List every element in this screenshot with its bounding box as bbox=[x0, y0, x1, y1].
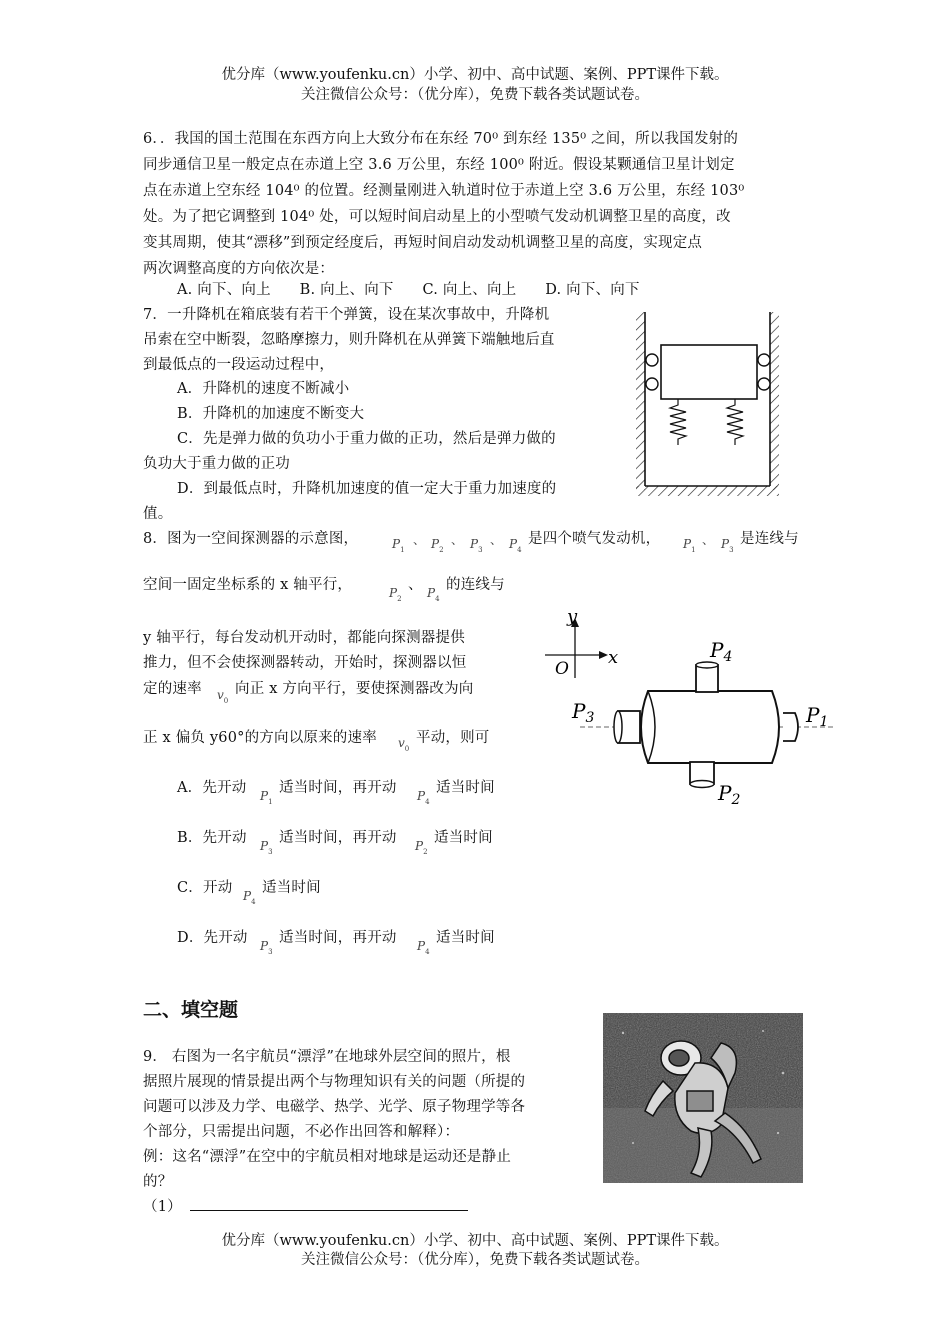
q8-line: 推力，但不会使探测器转动，开始时，探测器以恒 bbox=[143, 655, 467, 671]
label-p1: $P_1$ bbox=[806, 703, 829, 730]
symbol-p3: $P_3$ bbox=[721, 537, 734, 554]
probe-figure bbox=[540, 600, 840, 810]
q8-option-d-mid: 适当时间，再开动 bbox=[279, 930, 397, 946]
label-p4: $P_4$ bbox=[710, 638, 733, 665]
header-line-1: 优分库（www.youfenku.cn）小学、初中、高中试题、案例、PPT课件下载。 bbox=[221, 67, 729, 83]
symbol-p4: $P_4$ bbox=[243, 889, 256, 906]
footer-line-1: 优分库（www.youfenku.cn）小学、初中、高中试题、案例、PPT课件下载。 bbox=[221, 1233, 729, 1249]
q8-line: 的连线与 bbox=[446, 577, 505, 593]
q6-line: 变其周期，使其“漂移”到预定经度后，再短时间启动发动机调整卫星的高度，实现定点 bbox=[143, 235, 703, 251]
axis-x-label: x bbox=[608, 647, 619, 668]
axis-y-label: y bbox=[567, 606, 578, 627]
q7-option-c-cont: 负功大于重力做的正功 bbox=[143, 456, 290, 472]
header-line-2: 关注微信公众号：（优分库），免费下载各类试题试卷。 bbox=[301, 87, 649, 103]
symbol-p4: $P_4$ bbox=[427, 586, 440, 603]
q9-line: 问题可以涉及力学、电磁学、热学、光学、原子物理学等各 bbox=[143, 1099, 526, 1115]
q8-option-b-end: 适当时间 bbox=[434, 830, 493, 846]
q7-option-d-cont: 值。 bbox=[143, 506, 173, 522]
q8-option-b-mid: 适当时间，再开动 bbox=[279, 830, 397, 846]
q8-option-b: B．先开动 bbox=[177, 830, 247, 846]
symbol-p3: $P_3$ bbox=[470, 537, 483, 554]
q8-line: 、 bbox=[408, 577, 423, 593]
symbol-p1: $P_1$ bbox=[260, 789, 273, 806]
q8-line: 向正 x 方向平行，要使探测器改为向 bbox=[235, 681, 474, 697]
label-p3: $P_3$ bbox=[572, 699, 595, 726]
symbol-p1: $P_1$ bbox=[392, 537, 405, 554]
q8-option-a-end: 适当时间 bbox=[436, 780, 495, 796]
symbol-v0: $v_0$ bbox=[398, 736, 410, 753]
q9-line: 的？ bbox=[143, 1174, 173, 1190]
symbol-v0: $v_0$ bbox=[217, 688, 229, 705]
separator: 、 bbox=[451, 533, 464, 547]
separator: 、 bbox=[413, 533, 426, 547]
footer-line-2: 关注微信公众号：（优分库），免费下载各类试题试卷。 bbox=[301, 1252, 649, 1268]
q7-line: 到最低点的一段运动过程中， bbox=[143, 357, 335, 373]
symbol-p4: $P_4$ bbox=[509, 537, 522, 554]
q8-line: 是连线与 bbox=[740, 531, 799, 547]
q9-line: 例：这名“漂浮”在空中的宇航员相对地球是运动还是静止 bbox=[143, 1149, 512, 1165]
q8-line: 8．图为一空间探测器的示意图， bbox=[143, 531, 359, 547]
q8-option-a-mid: 适当时间，再开动 bbox=[279, 780, 397, 796]
separator: 、 bbox=[490, 533, 503, 547]
q8-line: 定的速率 bbox=[143, 681, 202, 697]
q7-option-d: D．到最低点时，升降机加速度的值一定大于重力加速度的 bbox=[177, 481, 557, 497]
q6-line: 同步通信卫星一般定点在赤道上空 3.6 万公里，东经 100⁰ 附近。假设某颗通信卫星计划定 bbox=[143, 157, 735, 173]
q6-line: 6．．我国的国土范围在东西方向上大致分布在东经 70⁰ 到东经 135⁰ 之间，所以我国发射的 bbox=[143, 131, 739, 147]
label-p2: $P_2$ bbox=[718, 781, 741, 808]
symbol-p4: $P_4$ bbox=[417, 939, 430, 956]
q9-line: 个部分，只需提出问题，不必作出回答和解释）： bbox=[143, 1124, 460, 1140]
q8-option-d: D．先开动 bbox=[177, 930, 248, 946]
symbol-p4: $P_4$ bbox=[417, 789, 430, 806]
q6-line: 点在赤道上空东经 104⁰ 的位置。经测量刚进入轨道时位于赤道上空 3.6 万公里，东经 103⁰ bbox=[143, 183, 745, 199]
q7-option-b: B．升降机的加速度不断变大 bbox=[177, 406, 365, 422]
symbol-p2: $P_2$ bbox=[389, 586, 402, 603]
q8-option-c: C．开动 bbox=[177, 880, 233, 896]
symbol-p3: $P_3$ bbox=[260, 939, 273, 956]
q6-options: A. 向下、向上 B. 向上、向下 C. 向上、向上 D. 向下、向下 bbox=[177, 282, 640, 298]
q9-line: 9． 右图为一名宇航员“漂浮”在地球外层空间的照片，根 bbox=[143, 1049, 511, 1065]
symbol-p2: $P_2$ bbox=[431, 537, 444, 554]
symbol-p1: $P_1$ bbox=[683, 537, 696, 554]
q6-line: 两次调整高度的方向依次是： bbox=[143, 261, 335, 277]
section-title: 二、填空题 bbox=[143, 999, 239, 1021]
q9-line: 据照片展现的情景提出两个与物理知识有关的问题（所提的 bbox=[143, 1074, 526, 1090]
astronaut-photo bbox=[603, 1013, 803, 1183]
q7-option-a: A．升降机的速度不断减小 bbox=[177, 381, 350, 397]
origin-label: O bbox=[555, 659, 569, 679]
q7-line: 7．一升降机在箱底装有若干个弹簧，设在某次事故中，升降机 bbox=[143, 307, 550, 323]
q8-line: 是四个喷气发动机， bbox=[528, 531, 661, 547]
q9-blank-label: （1） bbox=[143, 1199, 182, 1215]
q8-line: 正 x 偏负 y60°的方向以原来的速率 bbox=[143, 730, 377, 746]
q6-line: 处。为了把它调整到 104⁰ 处，可以短时间启动星上的小型喷气发动机调整卫星的高度，改 bbox=[143, 209, 731, 225]
q8-option-d-end: 适当时间 bbox=[436, 930, 495, 946]
symbol-p3: $P_3$ bbox=[260, 839, 273, 856]
q8-line: 平动，则可 bbox=[416, 730, 490, 746]
separator: 、 bbox=[702, 533, 715, 547]
q8-line: 空间一固定坐标系的 x 轴平行， bbox=[143, 577, 353, 593]
q7-line: 吊索在空中断裂，忽略摩擦力，则升降机在从弹簧下端触地后直 bbox=[143, 332, 555, 348]
q8-line: y 轴平行，每台发动机开动时，都能向探测器提供 bbox=[143, 630, 465, 646]
q8-option-a: A．先开动 bbox=[177, 780, 247, 796]
symbol-p2: $P_2$ bbox=[415, 839, 428, 856]
q8-option-c-end: 适当时间 bbox=[262, 880, 321, 896]
q7-option-c: C．先是弹力做的负功小于重力做的正功，然后是弹力做的 bbox=[177, 431, 556, 447]
answer-blank-line[interactable] bbox=[190, 1210, 468, 1211]
elevator-figure bbox=[628, 308, 790, 500]
